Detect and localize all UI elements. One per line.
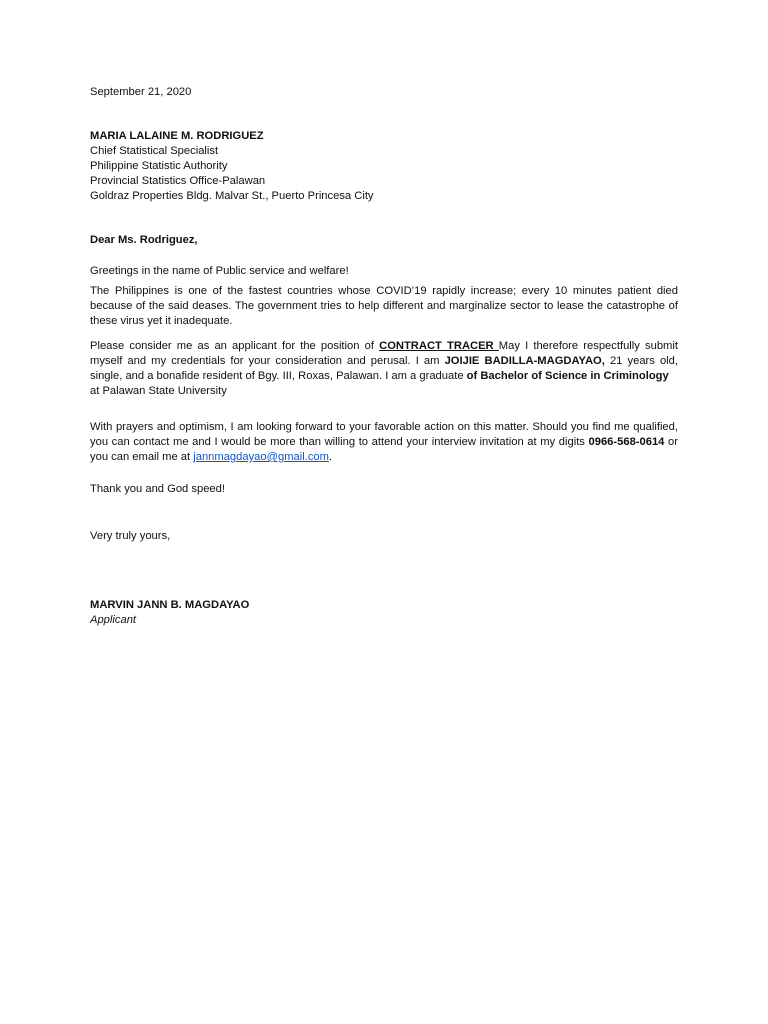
degree-name: of Bachelor of Science in Criminology: [466, 370, 669, 382]
phone-number: 0966-568-0614: [588, 436, 665, 448]
p3-text-3: .: [328, 451, 333, 463]
date-text: September 21, 2020: [90, 86, 192, 98]
recipient-line: Chief Statistical Specialist: [90, 145, 219, 157]
paragraph-2: [90, 339, 678, 399]
recipient-block: [90, 129, 678, 204]
salutation-text: Dear Ms. Rodriguez,: [90, 234, 198, 246]
thanks: [90, 482, 678, 497]
p3-text-2: or you can email me at: [90, 436, 678, 463]
greeting: [90, 264, 678, 279]
letter-date: [90, 85, 678, 100]
recipient-line: Philippine Statistic Authority: [90, 160, 228, 172]
p3-text-1: With prayers and optimism, I am looking forward to your favorable action on this matter. Should you find me qualified, you can contact me and I would be more than willing to attend your interview invitation at my digits: [90, 421, 678, 448]
signature-title: Applicant: [90, 614, 137, 626]
recipient-name: MARIA LALAINE M. RODRIGUEZ: [90, 130, 264, 142]
paragraph-1: [90, 284, 678, 329]
paragraph-3: [90, 420, 678, 465]
recipient-line: Goldraz Properties Bldg. Malvar St., Puerto Princesa City: [90, 190, 374, 202]
salutation: [90, 233, 678, 248]
applicant-full-name: JOIJIE BADILLA-MAGDAYAO,: [444, 355, 605, 367]
paragraph-3-text: [90, 420, 678, 465]
p2-text-2: May I therefore respectfully submit myself and my credentials for your consideration and perusal. I am: [90, 340, 678, 367]
greeting-text: Greetings in the name of Public service and welfare!: [90, 265, 349, 277]
email-link[interactable]: jannmagdayao@gmail.com: [193, 451, 329, 463]
p2-text-1: Please consider me as an applicant for the position of: [90, 340, 380, 352]
paragraph-2-text: [90, 339, 678, 384]
closing-text: Very truly yours,: [90, 530, 171, 542]
thanks-text: Thank you and God speed!: [90, 483, 225, 495]
recipient-line: Provincial Statistics Office-Palawan: [90, 175, 266, 187]
signature-name: MARVIN JANN B. MAGDAYAO: [90, 599, 250, 611]
p2-text-4: at Palawan State University: [90, 385, 227, 397]
position-title: CONTRACT TRACER: [379, 340, 499, 352]
p2-text-3: 21 years old, single, and a bonafide resident of Bgy. III, Roxas, Palawan. I am a graduate: [90, 355, 678, 382]
paragraph-1-text: The Philippines is one of the fastest countries whose COVID’19 rapidly increase; every 10 minutes patient died because of the said deases. The government tries to help different and marginalize sector to lease the catastrophe of these virus yet it inadequate.: [90, 285, 678, 327]
signature-block: [90, 598, 678, 628]
closing: [90, 529, 678, 544]
